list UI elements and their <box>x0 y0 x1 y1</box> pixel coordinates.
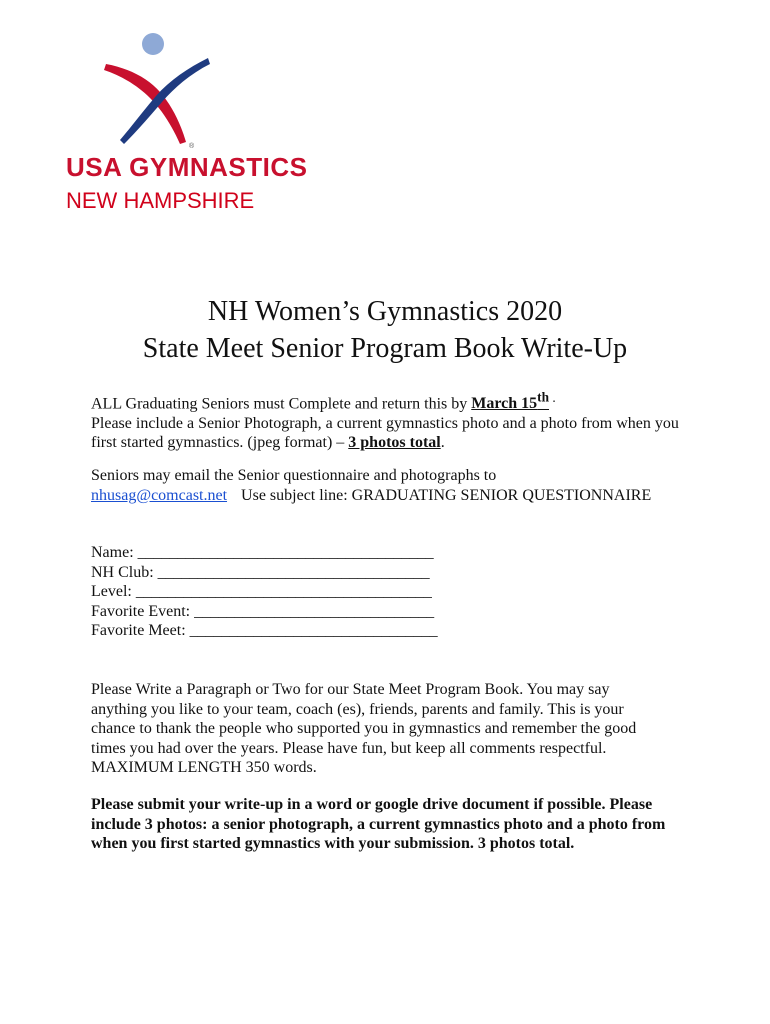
email-paragraph <box>91 466 731 505</box>
form-fields <box>91 543 438 641</box>
logo-head <box>142 33 164 55</box>
usa-gymnastics-logo-icon <box>98 30 218 150</box>
email-instructions: Seniors may email the Senior questionnaire and photographs to <box>91 467 497 484</box>
intro-text: ALL Graduating Seniors must Complete and return this by <box>91 395 472 413</box>
write-up-instructions: Please Write a Paragraph or Two for our State Meet Program Book. You may say anything you like to your team, coach (es), friends, parents and family. This is your chance to thank the people who supported you in gymnastics and remember the good times you had over the years. Please have fun, but keep all comments respectful. MAXIMUM LENGTH 350 words. <box>91 681 637 776</box>
deadline-date: March 15th <box>471 390 550 413</box>
email-subject-line: Use subject line: GRADUATING SENIOR QUESTIONNAIRE <box>241 486 652 504</box>
name-field[interactable]: Name: _____________________________________ <box>91 544 434 561</box>
email-link[interactable]: nhusag@comcast.net <box>91 486 228 504</box>
favorite-meet-field[interactable]: Favorite Meet: _______________________________ <box>91 622 438 639</box>
level-field[interactable]: Level: _____________________________________ <box>91 583 432 600</box>
logo-red-stroke <box>104 64 186 144</box>
photos-total: 3 photos total <box>348 434 441 452</box>
logo-registered-mark: ® <box>189 143 195 150</box>
submission-instructions: Please submit your write-up in a word or google drive document if possible. Please include 3 photos: a senior photograph, a current gymnastics photo and a photo from when you first started gymnastics with your submission. 3 photos total. <box>91 796 666 852</box>
page-subtitle: State Meet Senior Program Book Write-Up <box>142 333 628 364</box>
nh-club-field[interactable]: NH Club: __________________________________ <box>91 563 430 581</box>
photo-instructions: Please include a Senior Photograph, a current gymnastics photo and a photo from when you first started gymnastics. (jpeg format) – <box>91 414 679 452</box>
intro-paragraph: ALL Graduating Seniors must Complete and return this by March 15th . Please include a Senior Photograph, a current gymnastics photo and a photo from when you first started gymnastics. (jpeg format) – 3 photos total. <box>91 390 679 452</box>
logo-wordmark: USA GYMNASTICS <box>66 152 308 182</box>
favorite-event-field[interactable]: Favorite Event: ______________________________ <box>91 602 435 620</box>
chapter-name: NEW HAMPSHIRE <box>66 188 255 213</box>
page-title: NH Women’s Gymnastics 2020 <box>207 296 563 327</box>
